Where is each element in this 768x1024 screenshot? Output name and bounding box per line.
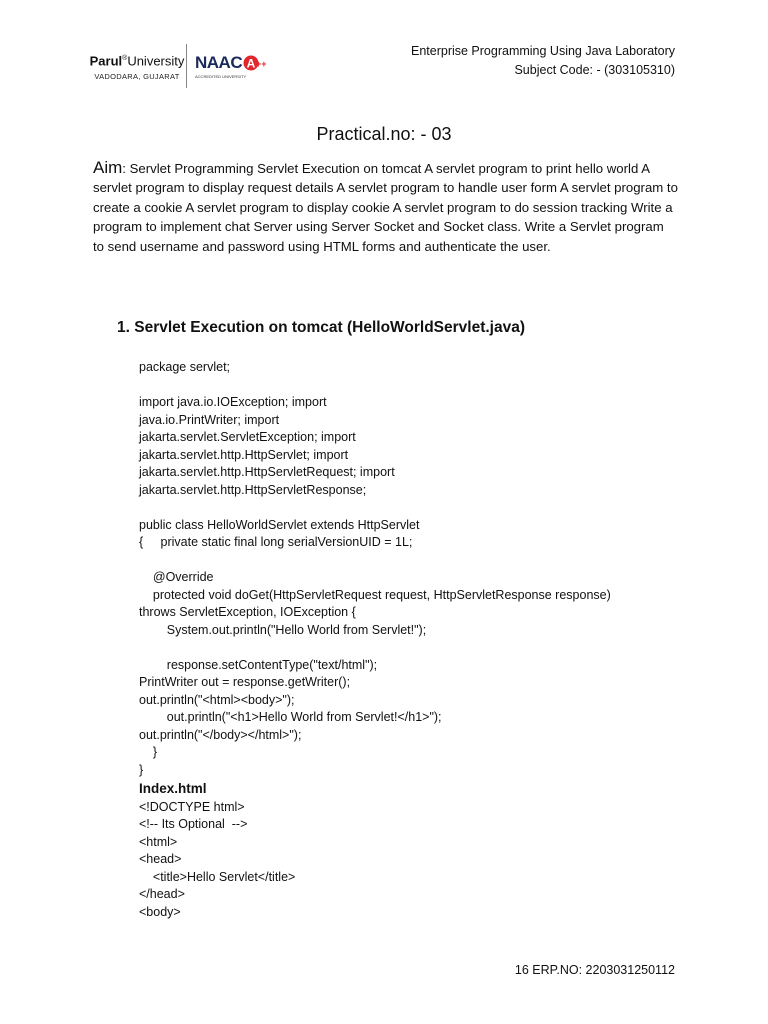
aim-text: : Servlet Programming Servlet Execution on tomcat A servlet program to print hello world A servlet program to display request details A servlet program to handle user form A servlet program to create a cookie A servlet program to display cookie A servlet program to do session tracking Write a program to implement chat Server using Server Socket and Socket class. Write a Servlet program to send username and password using HTML forms and authenticate the user. bbox=[93, 161, 678, 254]
code-line: throws ServletException, IOException { bbox=[139, 605, 356, 619]
code-line: jakarta.servlet.http.HttpServletResponse; bbox=[139, 482, 367, 497]
page-footer: 16 ERP.NO: 2203031250112 bbox=[514, 963, 675, 977]
naac-subtitle: ACCREDITED UNIVERSITY bbox=[195, 74, 247, 79]
code-line: <body> bbox=[139, 904, 181, 919]
code-line: import java.io.IOException; import bbox=[139, 395, 327, 409]
university-logo bbox=[89, 44, 267, 88]
svg-text:++: ++ bbox=[256, 59, 267, 69]
code-line bbox=[139, 639, 699, 657]
code-line bbox=[139, 499, 699, 517]
subject-code: Subject Code: - (303105310) bbox=[514, 62, 675, 77]
logo-divider bbox=[186, 44, 187, 88]
code-line: response.setContentType("text/html"); bbox=[139, 657, 378, 672]
header-info bbox=[411, 42, 675, 79]
aim-paragraph bbox=[93, 158, 678, 256]
code-line: } bbox=[139, 745, 158, 759]
code-line: jakarta.servlet.http.HttpServlet; import bbox=[139, 447, 349, 462]
logo-registered-mark: ® bbox=[122, 54, 128, 62]
code-line: PrintWriter out = response.getWriter(); bbox=[139, 675, 351, 689]
svg-text:A: A bbox=[246, 56, 256, 71]
practical-title: Practical.no: - 03 bbox=[316, 124, 452, 144]
code-line: <html> bbox=[139, 834, 178, 849]
naac-grade-icon bbox=[243, 53, 265, 73]
code-line: jakarta.servlet.http.HttpServletRequest; import bbox=[139, 465, 395, 479]
logo-location: VADODARA, GUJARAT bbox=[94, 72, 180, 82]
code-block bbox=[139, 359, 699, 921]
code-line: System.out.println("Hello World from Servlet!"); bbox=[139, 622, 427, 637]
code-line: { private static final long serialVersionUID = 1L; bbox=[139, 535, 413, 549]
logo-university-word: University bbox=[127, 53, 185, 69]
code-line: out.println("<html><body>"); bbox=[139, 692, 295, 707]
logo-brand: Parul bbox=[89, 53, 123, 69]
code-line: public class HelloWorldServlet extends HttpServlet bbox=[139, 517, 420, 532]
code-line: <!-- Its Optional --> bbox=[139, 817, 248, 831]
code-line: <head> bbox=[139, 852, 182, 866]
code-line: <title>Hello Servlet</title> bbox=[139, 869, 296, 884]
code-line: <!DOCTYPE html> bbox=[139, 799, 245, 814]
course-title: Enterprise Programming Using Java Laboratory bbox=[410, 44, 675, 58]
section-heading: 1. Servlet Execution on tomcat (HelloWorldServlet.java) bbox=[117, 319, 525, 336]
parul-logo bbox=[89, 51, 185, 82]
code-line: java.io.PrintWriter; import bbox=[139, 412, 280, 427]
code-line: jakarta.servlet.ServletException; import bbox=[139, 430, 356, 444]
naac-text: NAAC bbox=[195, 53, 243, 72]
code-line: out.println("<h1>Hello World from Servlet!</h1>"); bbox=[139, 710, 442, 724]
aim-label: Aim bbox=[93, 158, 123, 177]
naac-logo bbox=[195, 53, 265, 79]
code-line: package servlet; bbox=[139, 360, 231, 374]
code-line: } bbox=[139, 762, 144, 777]
code-line: </head> bbox=[139, 887, 185, 901]
code-subheading: Index.html bbox=[139, 781, 207, 796]
code-line bbox=[139, 552, 699, 570]
code-line bbox=[139, 377, 699, 395]
code-line: protected void doGet(HttpServletRequest request, HttpServletResponse response) bbox=[139, 587, 611, 602]
code-line: out.println("</body></html>"); bbox=[139, 727, 302, 742]
code-line: @Override bbox=[139, 570, 214, 584]
